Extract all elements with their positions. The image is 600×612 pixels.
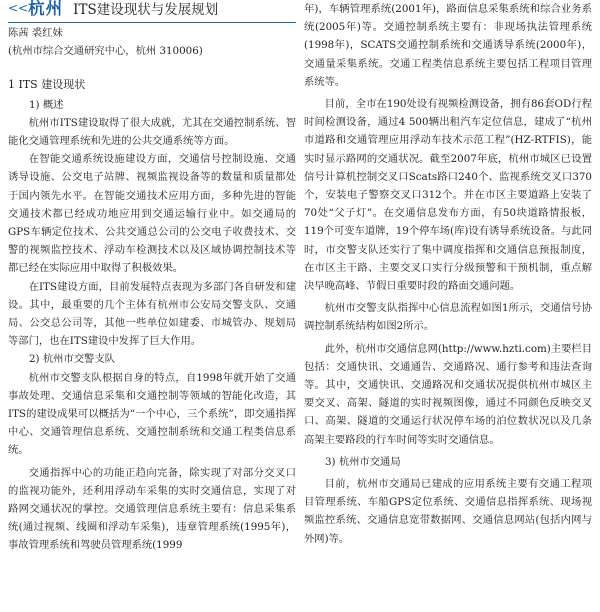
header-city: 杭州 <box>28 0 64 18</box>
paragraph-continued: 年)，车辆管理系统(2001年)，路面信息采集系统和综合业务系统(2005年)等。交通控制系统主要有：非现场执法管理系统(1998年)，SCATS交通控制系统和交通诱导系统(2000年)，交通量采集系统。交通工程类信息系统主要包括工程项目管理系统等。 <box>304 3 592 88</box>
paragraph: 交通指挥中心的功能正趋向完备，除实现了对部分交叉口的监视功能外，还利用浮动车采集的实时交通信息，实现了对路网交通状况的掌控。交通管理信息系统主要有：信息采集系统(通过视频、线圈和浮动车采集)，违章管理系统(1995年)，事故管理系统和驾驶员管理系统(1999 <box>8 466 296 552</box>
authors: 陈茜 裘红妹 <box>8 27 63 39</box>
right-column <box>304 0 592 548</box>
paragraph: 在ITS建设方面，目前发展特点表现为多部门各自研发和建设。其中，最重要的几个主体有杭州市公安局交警支队、交通局、公交总公司等，其他一些单位如建委、市城管办、规划局等部门，也在ITS建设中发挥了巨大作用。 <box>8 280 296 348</box>
left-column <box>8 0 296 555</box>
subsection-1-heading: 1) 概述 <box>29 98 64 111</box>
paragraph: 杭州市交警支队根据自身的特点，自1998年就开始了交通事故处理、交通信息采集和交通控制等领域的智能化改造，其ITS的建设成果可以概括为“一个中心，三个系统”，即交通指挥中心、交通管理信息系统、交通控制系统和交通工程类信息系统。 <box>8 371 296 457</box>
subsection-2-heading: 2) 杭州市交警支队 <box>29 353 115 366</box>
paragraph: 在智能交通系统设施建设方面，交通信号控制设施、交通诱导设施、公交电子站牌、视频监视设备等的数量和质量都处于国内领先水平。在智能交通技术应用方面，多种先进的智能交通技术都已经成功地应用到交通运输行业中。如交通局的GPS车辆定位技术、公共交通总公司的公交电子收费技术、交警的视频监控技术、浮动车检测技术以及区域协调控制技术等都已经在实际应用中取得了积极效果。 <box>8 153 296 275</box>
paragraph: 此外，杭州市交通信息网(http://www.hzti.com)主要栏目包括：交通快讯、交通通告、交通路况、通行参考和违法查询等。其中，交通快讯、交通路况和交通状况提供杭州市城区主要交叉、高架、隧道的实时视频图像，通过不同颜色反映交叉口、高架、隧道的交通运行状况停车场的泊位数状况以及几条高架主要路段的行车时间等实时交通信息。 <box>304 342 592 446</box>
paragraph: 目前，杭州市交通局已建成的应用系统主要有交通工程项目管理系统、车船GPS定位系统、交通信息指挥系统、现场视频监控系统、交通信息宽带数据网、交通信息网站(包括内网与外网)等。 <box>304 478 592 545</box>
paragraph: 杭州市交警支队指挥中心信息流程如图1所示，交通信号协调控制系统结构如图2所示。 <box>304 302 592 333</box>
section-arrow-icon: << <box>8 1 29 15</box>
paragraph: 杭州市ITS建设取得了很大成就，尤其在交通控制系统、智能化交通管理系统和先进的公共交通系统等方面。 <box>8 116 296 148</box>
section-1-heading: 1 ITS 建设现状 <box>8 78 86 92</box>
article-header <box>8 0 296 26</box>
article-title: ITS建设现状与发展规划 <box>73 2 219 18</box>
paragraph: 目前，全市在190处设有视频检测设备，拥有86套OD行程时间检测设备，通过4 500辆出租汽车定位信息，建成了“杭州市道路和交通管理应用浮动车技术示范工程”(HZ-RTFIS)，能实时显示路网的交通状况。截至2007年底，杭州市城区已设置信号计算机控制交叉口Scats路口240个、监视系统交叉口370个，安装电子警察交叉口312个。并在市区主要道路上安装了70处“父子灯”。在交通信息发布方面，有50块道路情报板，119个可变车道牌，19个停车场(库)设有诱导系统设备。与此同时，市交警支队还实行了集中调度指挥和交通信息预报制度，在市区主干路、主要交叉口实行分级预警和干预机制，重点解决早晚高峰、节假日重要时段的路面交通问题。 <box>304 98 592 293</box>
affiliation: (杭州市综合交通研究中心，杭州 310006) <box>8 45 203 58</box>
subsection-3-heading: 3) 杭州市交通局 <box>325 455 401 468</box>
